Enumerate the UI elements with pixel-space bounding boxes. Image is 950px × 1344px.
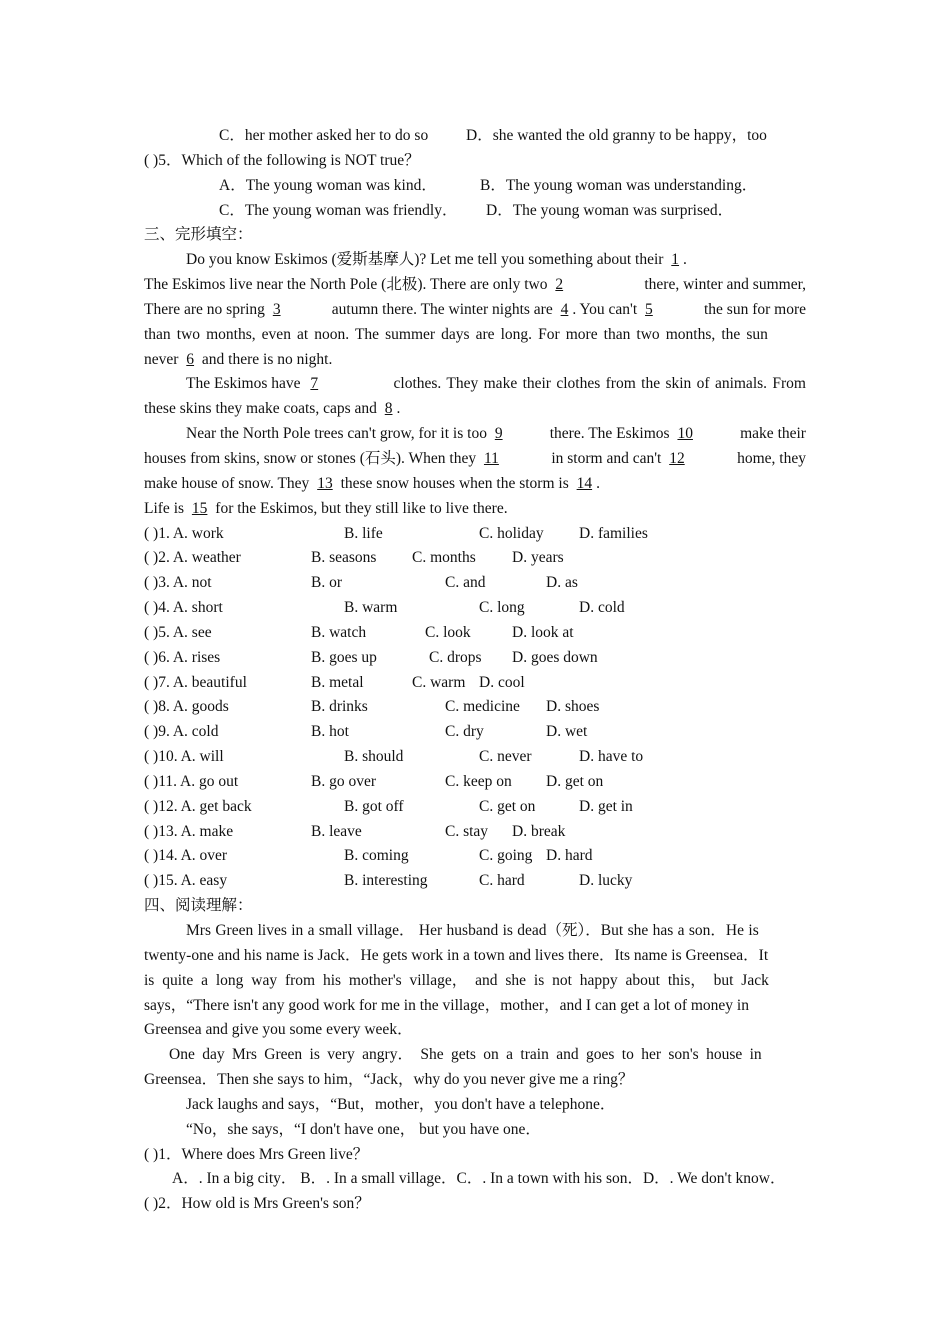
option-number-a: ( )13. A. make	[144, 822, 234, 840]
question-stem	[144, 1192, 806, 1217]
option-row	[144, 646, 806, 671]
passage-line	[144, 1043, 806, 1068]
passage-line	[144, 919, 806, 944]
text-part: than two months, even at noon. The summer days are long. For more than two months, the sun	[144, 325, 768, 343]
passage-line	[144, 1018, 806, 1043]
text-part: Jack laughs and says，“But，mother，you don't have a telephone．	[186, 1095, 616, 1113]
blank-11: 11	[483, 449, 499, 467]
passage-line	[144, 273, 806, 298]
passage-line	[144, 372, 806, 397]
blank-7: 7	[310, 375, 319, 393]
option-number-a: ( )8. A. goods	[144, 698, 229, 716]
blank-4: 4	[560, 300, 569, 318]
text-part: “No，she says，“I don't have one， but you have one．	[186, 1120, 541, 1138]
option-d: D. cool	[479, 673, 525, 691]
text-part: There are no spring	[144, 300, 265, 318]
option-d: D. break	[512, 822, 566, 840]
question-text: ( )1．Where does Mrs Green live？	[144, 1145, 369, 1163]
option-a: A．The young woman was kind．	[219, 176, 437, 194]
text	[144, 273, 567, 298]
option-row	[144, 695, 806, 720]
option-number-a: ( )15. A. easy	[144, 872, 228, 890]
text-part: for the Eskimos, but they still like to live there.	[215, 499, 508, 517]
blank-1: 1	[671, 251, 680, 269]
text-part: make their	[740, 425, 806, 443]
option-d: D. wet	[546, 723, 588, 741]
question-text: ( )5．Which of the following is NOT true？	[144, 151, 420, 169]
option-c: C. long	[479, 599, 525, 617]
passage-line	[144, 422, 806, 447]
blank-5: 5	[645, 300, 653, 318]
option-row	[144, 546, 806, 571]
option-c: C. stay	[445, 822, 489, 840]
option-c: C. never	[479, 748, 532, 766]
option-c: C．The young woman was friendly．	[219, 201, 458, 219]
option-d: D. lucky	[579, 872, 633, 890]
option-d: D. as	[546, 574, 578, 592]
text-part: says，“There isn't any good work for me in the village，mother，and I can get a lot of money in	[144, 996, 749, 1014]
option-d: D. get on	[546, 772, 604, 790]
text-part: is quite a long way from his mother's village， and she is not happy about this， but Jack	[144, 971, 769, 989]
option-b: B．The young woman was understanding．	[480, 176, 758, 194]
option-number-a: ( )7. A. beautiful	[144, 673, 247, 691]
option-c: C．her mother asked her to do so	[219, 127, 429, 144]
blank-12: 12	[669, 449, 685, 467]
option-d: D. goes down	[512, 648, 598, 666]
option-b: B. hot	[311, 723, 349, 741]
text-part: these snow houses when the storm is	[340, 474, 569, 492]
passage-text: Do you know Eskimos (爱斯基摩人)? Let me tell you something about their 1 .	[186, 251, 687, 269]
option-b: B. coming	[344, 847, 409, 865]
option-line	[144, 124, 806, 149]
passage-line	[144, 969, 806, 994]
passage-line	[144, 323, 806, 348]
option-b: B. go over	[311, 772, 377, 790]
passage-line	[144, 497, 806, 522]
text-part: Greensea and give you some every week．	[144, 1021, 413, 1039]
option-d: D. years	[512, 549, 564, 567]
text-part: the sun for more	[703, 300, 806, 318]
passage-line	[144, 1068, 806, 1093]
option-row	[144, 869, 806, 894]
text-part: The Eskimos live near the North Pole (北极). There are only two	[144, 276, 548, 294]
blank-6: 6	[186, 350, 195, 368]
text-part: never	[144, 350, 179, 368]
option-b: B. goes up	[311, 648, 377, 666]
option-b: B. interesting	[344, 872, 428, 890]
document-page	[144, 124, 806, 1217]
option-number-a: ( )10. A. will	[144, 748, 224, 766]
text	[551, 447, 688, 472]
option-d: D. cold	[579, 599, 625, 617]
option-c: C. drops	[429, 648, 482, 666]
text-part: Greensea．Then she says to him，“Jack，why do you never give me a ring？	[144, 1071, 634, 1089]
text-part: autumn there. The winter nights are	[331, 300, 553, 318]
text	[186, 422, 507, 447]
option-row	[144, 745, 806, 770]
text-part: Mrs Green lives in a small village． Her husband is dead（死）．But she has a son．He is	[186, 922, 759, 939]
passage-line	[144, 1093, 806, 1118]
text-part: and there is no night.	[201, 350, 333, 368]
text	[186, 372, 324, 397]
option-number-a: ( )6. A. rises	[144, 648, 221, 666]
passage-line: these skins they make coats, caps and 8 .	[144, 397, 806, 422]
option-c: C. hard	[479, 872, 525, 890]
text-part: there, winter and summer,	[644, 276, 806, 294]
option-line	[144, 1167, 806, 1192]
text-part: Life is	[144, 499, 185, 517]
passage-line	[144, 447, 806, 472]
option-b: B. watch	[311, 623, 367, 641]
option-d: D．she wanted the old granny to be happy，too	[466, 127, 767, 144]
text	[550, 422, 697, 447]
passage-line	[144, 348, 806, 373]
option-row	[144, 795, 806, 820]
option-row	[144, 671, 806, 696]
option-b: B. drinks	[311, 698, 368, 716]
text-part: Near the North Pole trees can't grow, for it is too	[186, 425, 487, 443]
option-c: C. get on	[479, 797, 536, 815]
text-part: twenty-one and his name is Jack．He gets work in a town and lives there．Its name is Greensea．It	[144, 946, 769, 964]
text-part: these skins they make coats, caps and	[144, 400, 377, 418]
option-b: B. seasons	[311, 549, 377, 567]
passage-line	[144, 994, 806, 1019]
option-b: B. got off	[344, 797, 404, 815]
option-row	[144, 820, 806, 845]
passage-line	[144, 248, 806, 273]
blank-3: 3	[272, 300, 281, 318]
option-line	[144, 199, 806, 224]
section4-heading: 四、阅读理解：	[144, 897, 253, 915]
option-number-a: ( )14. A. over	[144, 847, 228, 865]
option-d: D. hard	[546, 847, 593, 865]
text-part: there. The Eskimos	[549, 425, 670, 443]
blank-15: 15	[191, 499, 208, 517]
text	[332, 298, 657, 323]
blank-13: 13	[317, 474, 333, 492]
option-number-a: ( )2. A. weather	[144, 549, 241, 567]
option-c: C. warm	[412, 673, 466, 691]
option-number-a: ( )12. A. get back	[144, 797, 252, 815]
blank-14: 14	[576, 474, 593, 492]
blank-8: 8	[384, 400, 393, 418]
option-number-a: ( )3. A. not	[144, 574, 212, 592]
option-c: C. keep on	[445, 772, 512, 790]
text: Do you know Eskimos (爱斯基摩人)? Let me tell you something about their	[186, 251, 664, 269]
option-c: C. months	[412, 549, 476, 567]
option-c: C. holiday	[479, 524, 544, 542]
option-b: B. leave	[311, 822, 362, 840]
option-row	[144, 522, 806, 547]
option-number-a: ( )5. A. see	[144, 623, 212, 641]
passage-line	[144, 298, 806, 323]
option-c: C. medicine	[445, 698, 520, 716]
question-stem	[144, 1143, 806, 1168]
option-d: D．The young woman was surprised．	[486, 201, 734, 219]
passage-line	[144, 1118, 806, 1143]
option-row	[144, 770, 806, 795]
option-row	[144, 596, 806, 621]
option-line	[144, 174, 806, 199]
options-list	[144, 522, 806, 895]
option-d: D. families	[579, 524, 648, 542]
option-d: D. shoes	[546, 698, 600, 716]
text-part: The Eskimos have	[186, 375, 301, 393]
option-d: D. get in	[579, 797, 633, 815]
option-d: D. have to	[579, 748, 644, 766]
section-heading	[144, 894, 806, 919]
passage-line	[144, 944, 806, 969]
option-d: D. look at	[512, 623, 574, 641]
option-number-a: ( )1. A. work	[144, 524, 224, 542]
option-row	[144, 844, 806, 869]
option-number-a: ( )9. A. cold	[144, 723, 219, 741]
option-b: B. should	[344, 748, 404, 766]
section-heading	[144, 223, 806, 248]
question-stem	[144, 149, 806, 174]
blank-9: 9	[494, 425, 503, 443]
option-c: C. and	[445, 574, 486, 592]
option-row	[144, 571, 806, 596]
text-part: in storm and can't	[551, 449, 662, 467]
option-row	[144, 621, 806, 646]
text-part: make house of snow. They	[144, 474, 310, 492]
option-c: C. going	[479, 847, 533, 865]
blank-10: 10	[677, 425, 693, 443]
options-text: A．. In a big city． B．. In a small village．C．. In a town with his son．D．. We don't know．	[172, 1170, 786, 1188]
section3-heading: 三、完形填空：	[144, 226, 253, 244]
option-b: B. warm	[344, 599, 398, 617]
option-b: B. metal	[311, 673, 364, 691]
passage-line: make house of snow. They 13 these snow houses when the storm is 14 .	[144, 472, 806, 497]
option-row	[144, 720, 806, 745]
option-c: C. look	[425, 623, 471, 641]
option-b: B. or	[311, 574, 342, 592]
option-b: B. life	[344, 524, 383, 542]
text-part: One day Mrs Green is very angry． She gets on a train and goes to her son's house in	[169, 1046, 762, 1064]
text	[144, 298, 285, 323]
option-number-a: ( )11. A. go out	[144, 772, 239, 790]
text-part: home, they	[737, 449, 806, 467]
option-number-a: ( )4. A. short	[144, 599, 223, 617]
option-c: C. dry	[445, 723, 484, 741]
text-part: clothes. They make their clothes from the skin of animals. From	[393, 375, 806, 393]
blank-2: 2	[555, 276, 564, 294]
text-part: houses from skins, snow or stones (石头). When they	[144, 449, 477, 467]
text	[144, 447, 503, 472]
text-part: . You can't	[572, 300, 638, 318]
question-text: ( )2．How old is Mrs Green's son？	[144, 1195, 370, 1213]
